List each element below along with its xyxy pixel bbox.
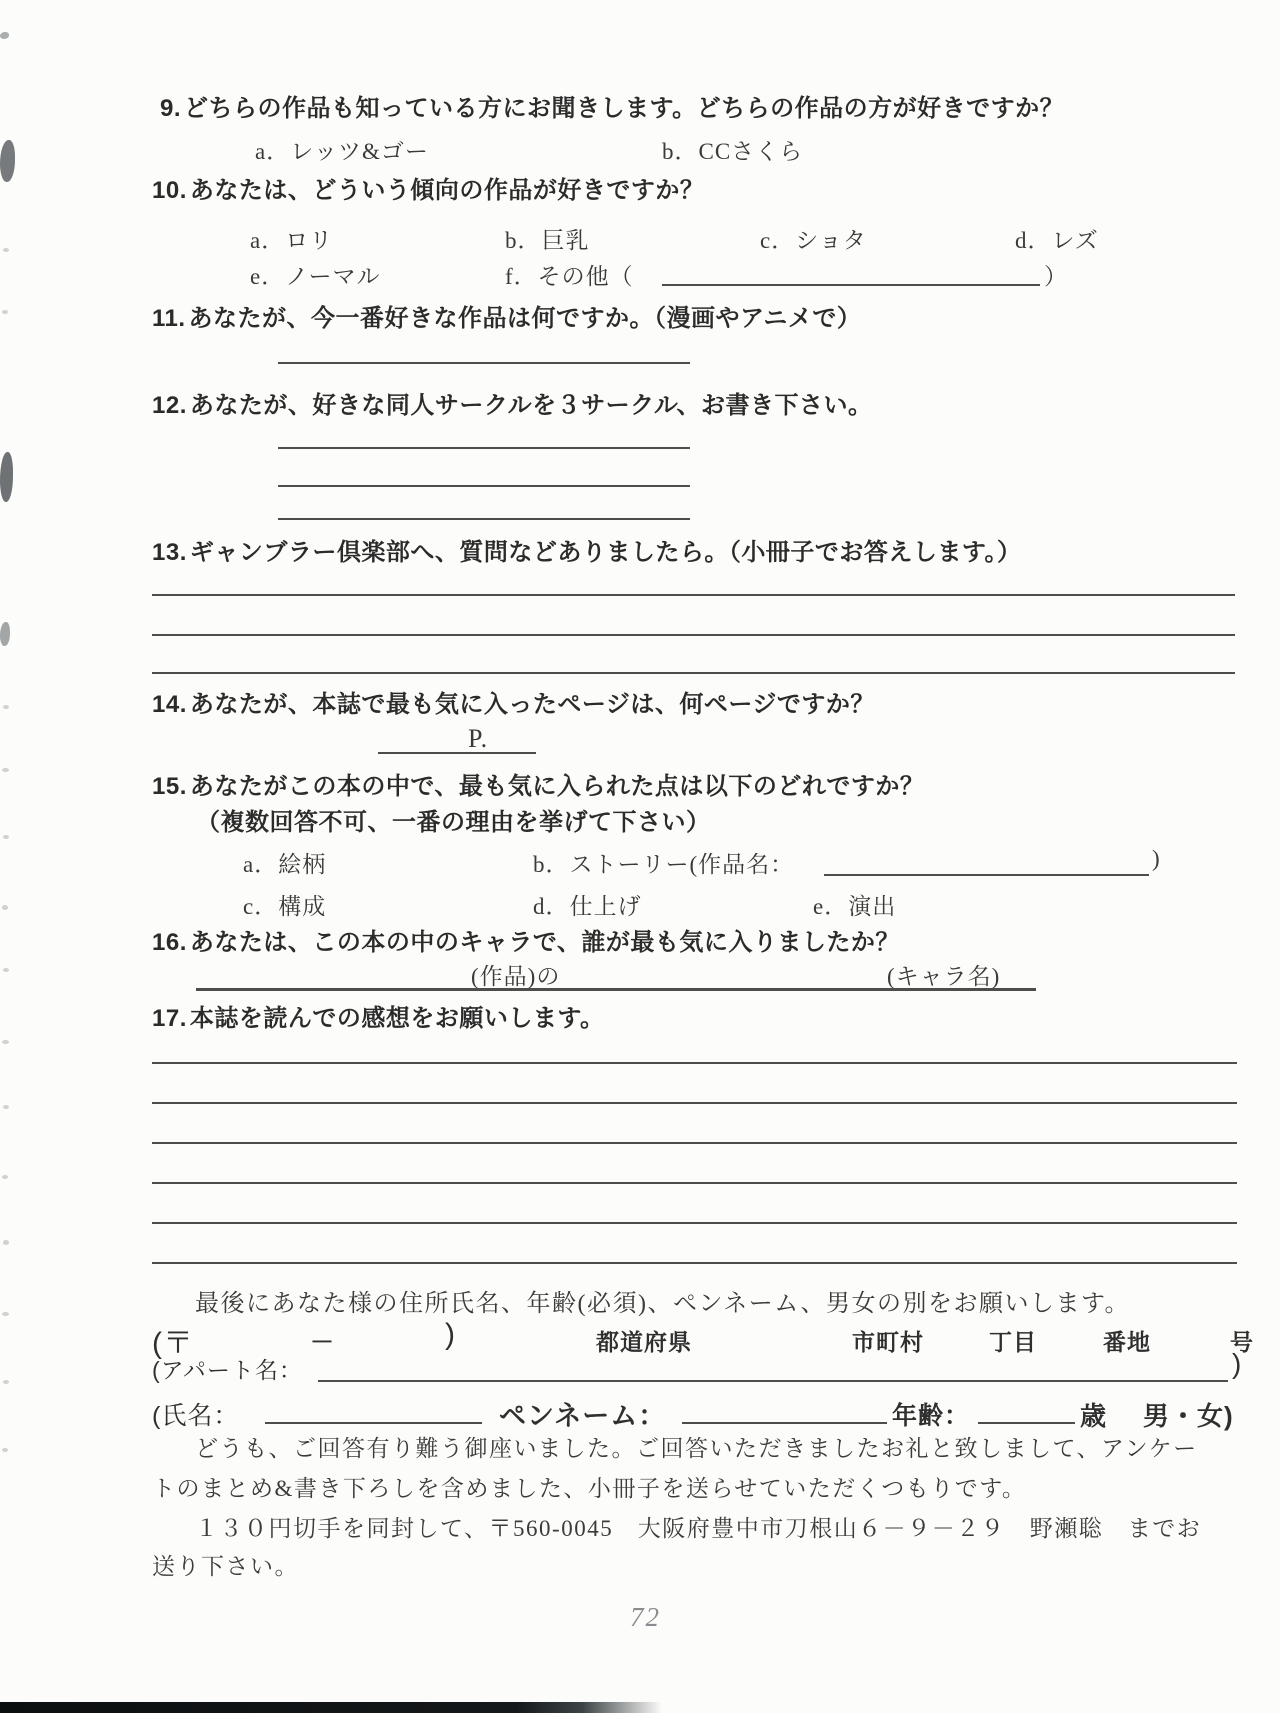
question-15-option-d: d．仕上げ (533, 894, 642, 919)
scan-bottom-bar-artifact (0, 1702, 662, 1713)
question-13-answer-line-1 (152, 594, 1235, 596)
page-number: 72 (630, 1602, 661, 1632)
question-17-answer-line-5 (152, 1222, 1237, 1224)
postal-dash: － (310, 1329, 335, 1356)
scan-smudge (0, 622, 10, 646)
question-13-number: 13. (152, 539, 187, 566)
question-17-title (152, 998, 604, 1033)
apartment-name-label: (アパート名： (152, 1357, 303, 1383)
question-13-text: ギャンブラー倶楽部へ、質問などありましたら。（小冊子でお答えします。） (189, 539, 1022, 566)
postal-close-bracket: ) (445, 1318, 456, 1351)
question-15-option-c: c．構成 (243, 894, 327, 919)
scan-smudge (0, 452, 13, 502)
question-15-work-title-blank-line (824, 874, 1149, 876)
send-instruction-line-2: 送り下さい。 (152, 1554, 299, 1579)
question-15-option-a: a．絵柄 (243, 852, 327, 877)
thanks-paragraph-line-2: トのまとめ&書き下ろしを含めました、小冊子を送らせていただくつもりです。 (152, 1476, 1027, 1501)
question-15-option-b-close: ) (1152, 846, 1161, 871)
question-15-number: 15. (152, 773, 187, 800)
send-instruction-line-1: １３０円切手を同封して、〒560-0045 大阪府豊中市刀根山６－９－２９ 野瀬聡 までお (195, 1516, 1202, 1541)
question-17-text: 本誌を読んでの感想をお願いします。 (189, 1005, 605, 1032)
scan-tick (3, 1240, 9, 1245)
question-13-title (152, 532, 1021, 567)
scan-tick (2, 1312, 9, 1316)
scan-tick (3, 1105, 9, 1109)
question-10-other-blank-line (662, 284, 1040, 286)
postal-banchi-label: 番地 (1103, 1329, 1151, 1355)
question-10-option-c: c．ショタ (760, 228, 867, 253)
question-9-text: どちらの作品も知っている方にお聞きします。どちらの作品の方が好きですか？ (184, 95, 1065, 122)
question-15-title (152, 766, 924, 801)
thanks-paragraph-line-1: どうも、ご回答有り難う御座いました。ご回答いただきましたお礼と致しまして、アンケー (195, 1436, 1198, 1461)
question-17-answer-line-2 (152, 1102, 1237, 1104)
question-16-chara-label: (キャラ名) (887, 964, 1001, 989)
question-17-number: 17. (152, 1005, 187, 1032)
question-16-answer-line (196, 988, 1036, 991)
apartment-close-bracket: ) (1232, 1348, 1243, 1379)
question-14-page-blank-line (378, 752, 536, 754)
question-14-page-label: P. (468, 724, 489, 753)
question-17-answer-line-3 (152, 1142, 1237, 1144)
question-10-number: 10. (152, 177, 187, 204)
question-14-number: 14. (152, 691, 187, 718)
question-12-text: あなたが、好きな同人サークルを３サークル、お書き下さい。 (189, 392, 873, 419)
name-blank-line (265, 1422, 482, 1424)
question-9-option-b: b．CCさくら (662, 139, 804, 164)
question-16-title (152, 922, 900, 957)
question-9-number: 9. (160, 95, 182, 122)
gender-label: 男・女) (1143, 1401, 1234, 1431)
scan-tick (2, 1040, 9, 1044)
question-13-answer-line-2 (152, 634, 1235, 636)
question-12-answer-line-2 (278, 485, 690, 487)
scan-tick (2, 768, 9, 772)
postal-city-label: 市町村 (852, 1329, 924, 1355)
scan-tick (2, 1448, 8, 1452)
question-14-text: あなたが、本誌で最も気に入ったページは、何ページですか？ (189, 691, 875, 718)
question-13-answer-line-3 (152, 672, 1235, 674)
question-10-option-f: f．その他（ (505, 264, 634, 289)
scan-smudge (0, 32, 9, 39)
question-12-number: 12. (152, 392, 187, 419)
question-12-answer-line-1 (278, 447, 690, 449)
scan-tick (2, 905, 8, 910)
question-15-note: （複数回答不可、一番の理由を挙げて下さい） (196, 809, 711, 836)
question-10-option-a: a．ロリ (250, 228, 334, 253)
age-unit-label: 歳 (1080, 1401, 1108, 1431)
penname-blank-line (682, 1422, 887, 1424)
scan-smudge (0, 140, 15, 182)
scan-tick (3, 835, 9, 839)
question-10-title (152, 170, 704, 205)
apartment-name-blank-line (318, 1380, 1228, 1382)
question-16-number: 16. (152, 929, 187, 956)
postal-prefecture-label: 都道府県 (596, 1329, 692, 1355)
postal-open-bracket: (〒 (152, 1327, 194, 1360)
scan-tick (2, 310, 8, 314)
penname-label: ペンネーム： (499, 1401, 667, 1431)
footer-request-text: 最後にあなた様の住所氏名、年齢(必須)、ペンネーム、男女の別をお願いします。 (195, 1291, 1131, 1317)
question-10-option-d: d．レズ (1015, 228, 1099, 253)
scan-tick (2, 1175, 8, 1179)
scan-tick (3, 248, 9, 252)
question-11-number: 11. (152, 305, 186, 332)
question-10-option-f-close: ） (1044, 264, 1068, 289)
question-10-option-e: e．ノーマル (250, 264, 381, 289)
scan-tick (3, 1380, 9, 1384)
question-12-title (152, 385, 873, 420)
scan-tick (3, 705, 9, 709)
question-11-answer-line (278, 362, 690, 364)
question-11-title (152, 298, 861, 333)
question-14-title (152, 684, 875, 719)
question-17-answer-line-1 (152, 1062, 1237, 1064)
postal-go-label: 号 (1230, 1329, 1254, 1355)
question-15-text: あなたがこの本の中で、最も気に入られた点は以下のどれですか？ (189, 773, 925, 800)
question-17-answer-line-6 (152, 1262, 1237, 1264)
age-label: 年齢： (892, 1402, 971, 1430)
question-10-text: あなたは、どういう傾向の作品が好きですか？ (189, 177, 705, 204)
question-11-text: あなたが、今一番好きな作品は何ですか。（漫画やアニメで） (188, 305, 862, 332)
question-9-option-a: a．レッツ&ゴー (255, 139, 429, 164)
scan-tick (3, 968, 9, 972)
question-15-option-e: e．演出 (813, 894, 897, 919)
question-17-answer-line-4 (152, 1182, 1237, 1184)
question-15-option-b: b．ストーリー(作品名： (533, 852, 795, 877)
question-9-title (160, 88, 1064, 123)
question-10-option-b: b．巨乳 (505, 228, 590, 253)
question-16-text: あなたは、この本の中のキャラで、誰が最も気に入りましたか？ (189, 929, 900, 956)
question-12-answer-line-3 (278, 518, 690, 520)
name-label: (氏名： (152, 1402, 240, 1430)
question-16-work-label: (作品)の (471, 964, 561, 989)
age-blank-line (978, 1422, 1075, 1424)
postal-chome-label: 丁目 (989, 1329, 1037, 1355)
